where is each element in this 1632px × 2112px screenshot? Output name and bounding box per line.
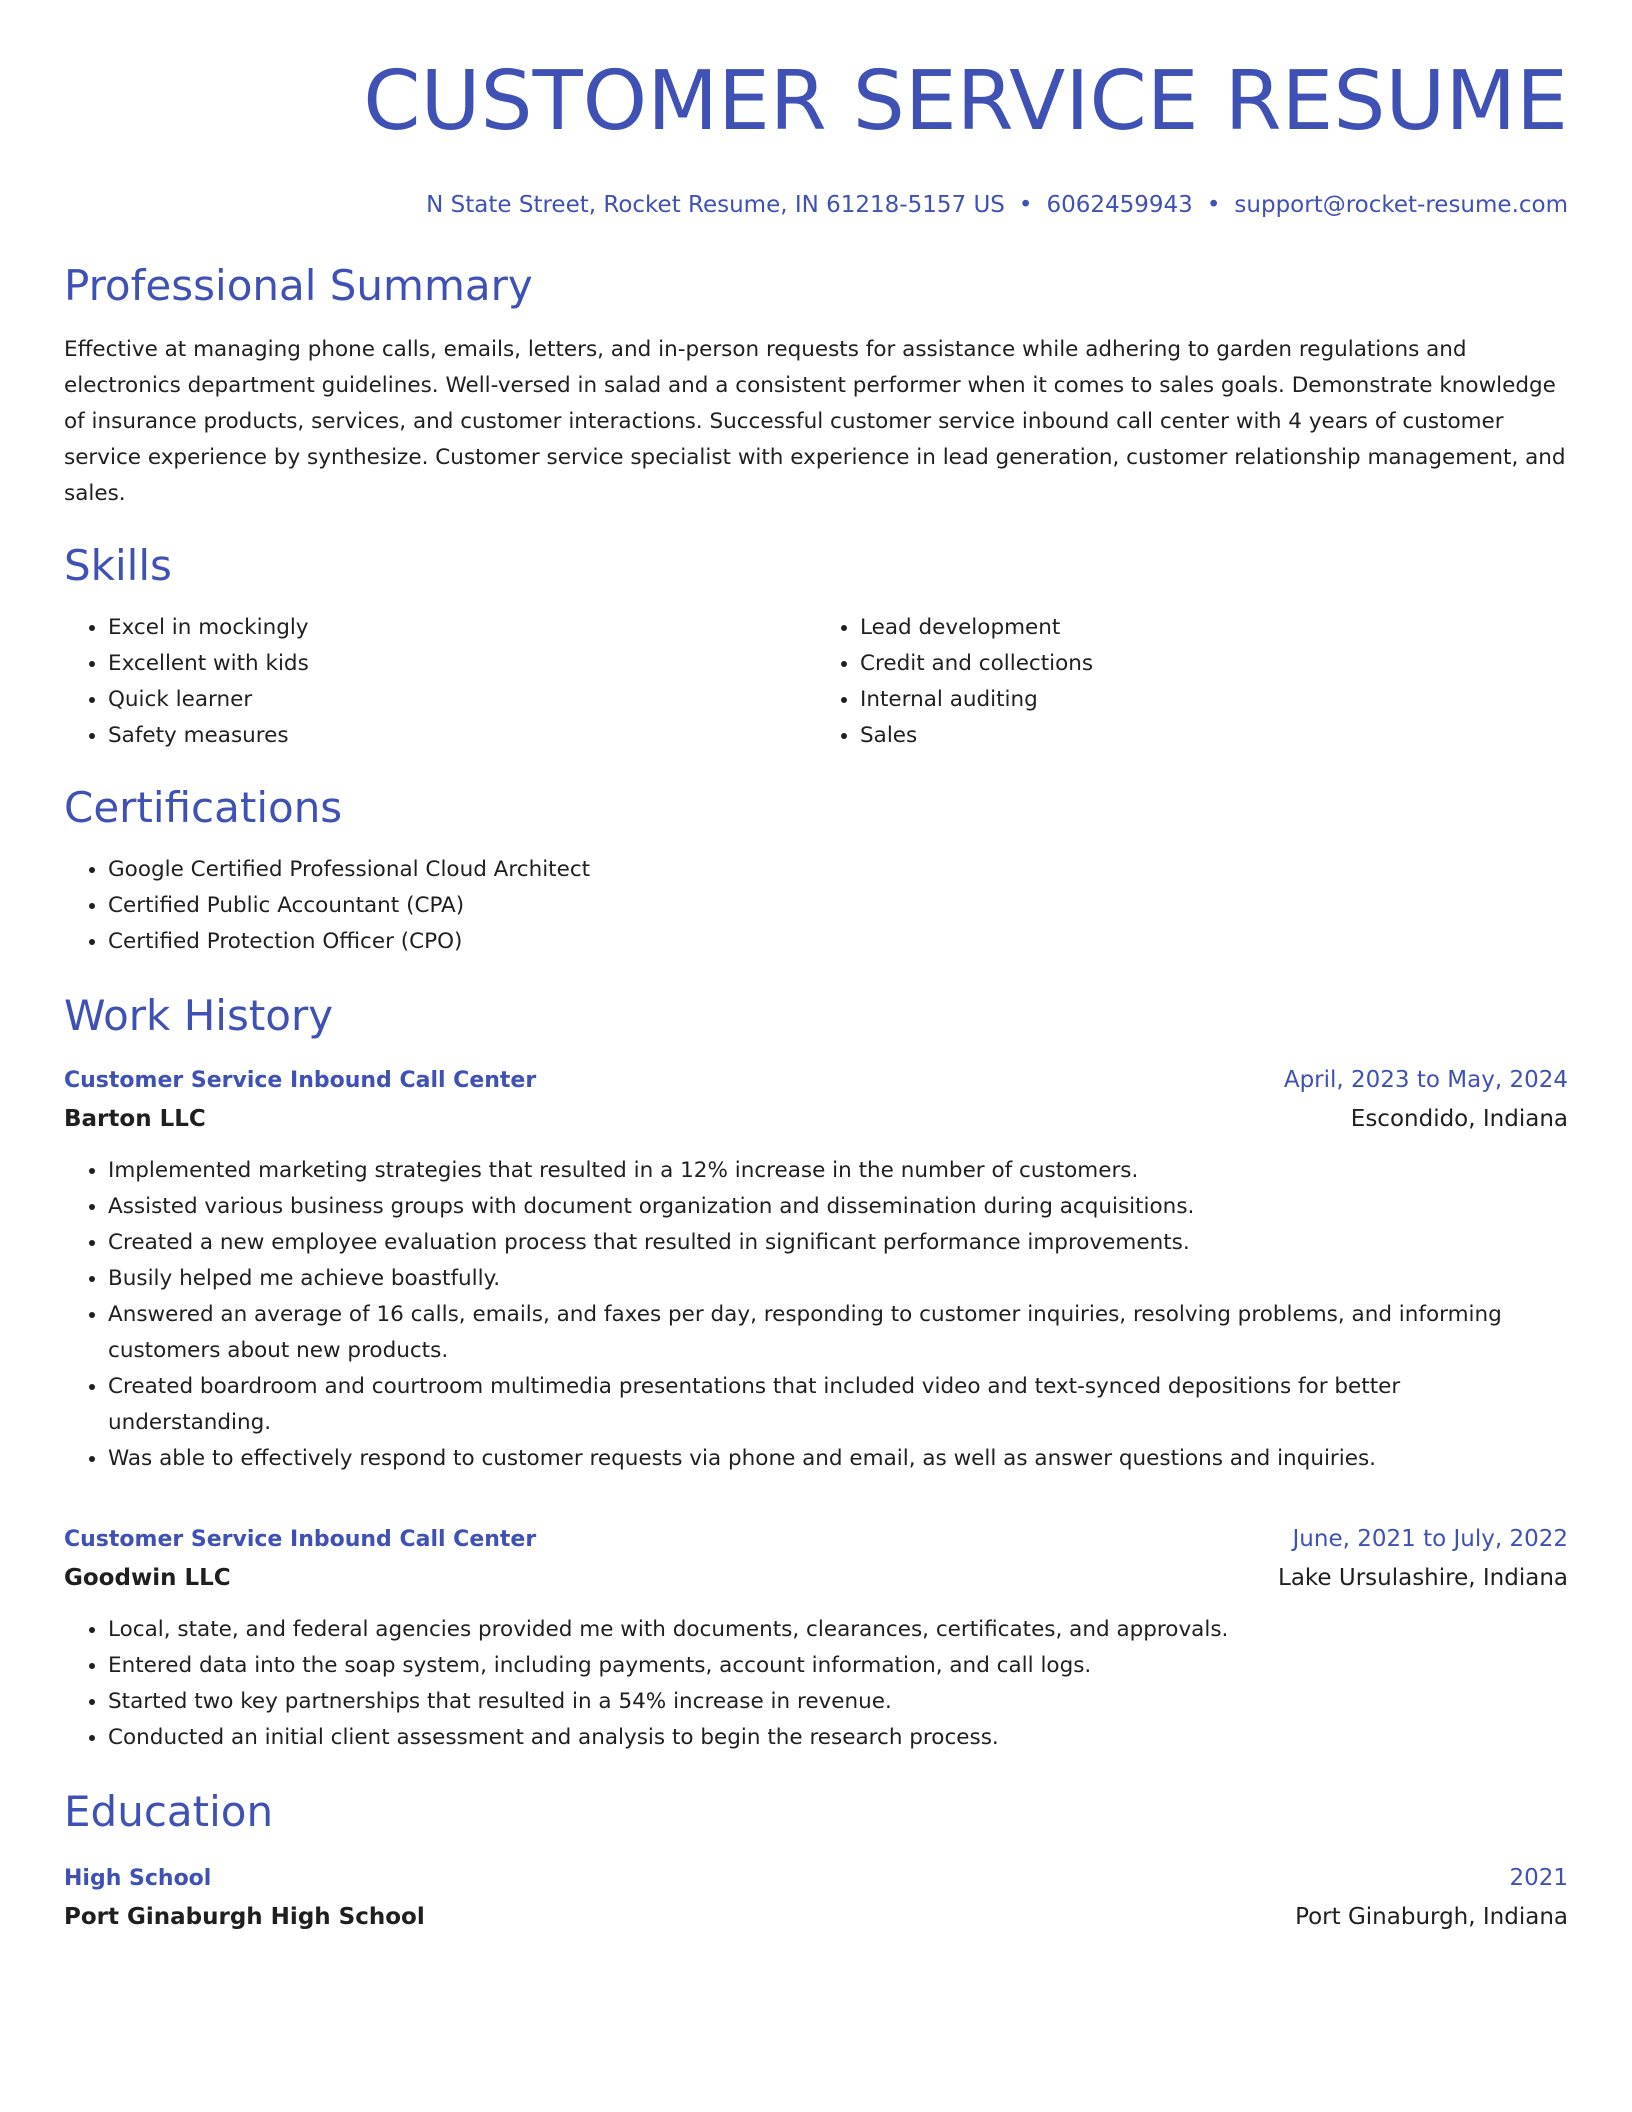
contact-separator: •	[1206, 192, 1221, 218]
job-bullets	[64, 1612, 1568, 1756]
education-title: Education	[64, 1787, 274, 1836]
certifications-list	[64, 852, 1568, 960]
job-header-row	[64, 1521, 1568, 1558]
contact-separator: •	[1018, 192, 1033, 218]
certification-item: • Certified Protection Officer (CPO)	[108, 924, 1568, 960]
job-bullet: • Busily helped me achieve boastfully.	[108, 1261, 1568, 1297]
job-bullet: • Implemented marketing strategies that resulted in a 12% increase in the number of customers.	[108, 1153, 1568, 1189]
job-bullet: • Conducted an initial client assessment and analysis to begin the research process.	[108, 1720, 1568, 1756]
summary-title: Professional Summary	[64, 261, 533, 310]
skills-list-right	[816, 610, 1568, 754]
job-title: Customer Service Inbound Call Center	[64, 1068, 537, 1093]
skills-column-left	[64, 610, 816, 754]
job-dates: June, 2021 to July, 2022	[1292, 1526, 1568, 1552]
skill-item: • Sales	[860, 718, 1568, 754]
skills-column-right	[816, 610, 1568, 754]
skill-item: • Excellent with kids	[108, 646, 816, 682]
education-header-row	[64, 1860, 1568, 1897]
education-school: Port Ginaburgh High School	[64, 1904, 425, 1930]
contact-address: N State Street, Rocket Resume, IN 61218-5157 US	[426, 192, 1005, 218]
certifications-section	[64, 782, 1568, 960]
skills-columns	[64, 610, 1568, 754]
job-bullet: • Answered an average of 16 calls, emails, and faxes per day, responding to customer inquiries, resolving problems, and informing customers about new products.	[108, 1297, 1568, 1369]
job-entry	[64, 1521, 1568, 1756]
skills-title: Skills	[64, 541, 172, 590]
job-header-row	[64, 1062, 1568, 1099]
education-section	[64, 1786, 1568, 1937]
job-location: Lake Ursulashire, Indiana	[1278, 1565, 1568, 1591]
job-location: Escondido, Indiana	[1350, 1106, 1568, 1132]
job-title: Customer Service Inbound Call Center	[64, 1527, 537, 1552]
skill-item: • Lead development	[860, 610, 1568, 646]
education-school-row	[64, 1897, 1568, 1937]
job-bullet: • Created boardroom and courtroom multimedia presentations that included video and text-synced depositions for better understanding.	[108, 1369, 1568, 1441]
skills-list-left	[64, 610, 816, 754]
job-company-row	[64, 1558, 1568, 1598]
job-bullet: • Started two key partnerships that resulted in a 54% increase in revenue.	[108, 1684, 1568, 1720]
job-bullet: • Assisted various business groups with document organization and dissemination during acquisitions.	[108, 1189, 1568, 1225]
skill-item: • Credit and collections	[860, 646, 1568, 682]
education-location: Port Ginaburgh, Indiana	[1295, 1904, 1568, 1930]
education-year: 2021	[1509, 1865, 1568, 1891]
job-company-row	[64, 1099, 1568, 1139]
contact-line	[64, 190, 1568, 220]
resume-name: CUSTOMER SERVICE RESUME	[363, 54, 1568, 149]
skills-section	[64, 540, 1568, 754]
job-entry	[64, 1062, 1568, 1477]
skill-item: • Excel in mockingly	[108, 610, 816, 646]
education-degree: High School	[64, 1866, 212, 1891]
skill-item: • Safety measures	[108, 718, 816, 754]
job-bullet: • Local, state, and federal agencies provided me with documents, clearances, certificates, and approvals.	[108, 1612, 1568, 1648]
skill-item: • Internal auditing	[860, 682, 1568, 718]
job-bullets	[64, 1153, 1568, 1477]
certification-item: • Certified Public Accountant (CPA)	[108, 888, 1568, 924]
job-company: Goodwin LLC	[64, 1565, 231, 1591]
job-dates: April, 2023 to May, 2024	[1283, 1067, 1568, 1093]
job-bullet: • Was able to effectively respond to customer requests via phone and email, as well as answer questions and inquiries.	[108, 1441, 1568, 1477]
contact-phone: 6062459943	[1046, 192, 1193, 218]
skill-item: • Quick learner	[108, 682, 816, 718]
job-company: Barton LLC	[64, 1106, 206, 1132]
summary-section	[64, 260, 1568, 512]
certifications-title: Certifications	[64, 783, 343, 832]
work-history-title: Work History	[64, 991, 334, 1040]
resume-header	[64, 0, 1568, 220]
contact-email: support@rocket-resume.com	[1234, 192, 1568, 218]
work-history-section	[64, 990, 1568, 1756]
certification-item: • Google Certified Professional Cloud Architect	[108, 852, 1568, 888]
job-bullet: • Entered data into the soap system, including payments, account information, and call logs.	[108, 1648, 1568, 1684]
summary-text: Effective at managing phone calls, emails, letters, and in-person requests for assistance while adhering to garden regulations and electronics department guidelines. Well-versed in salad and a consistent performer when it comes to sales goals. Demonstrate knowledge of insurance products, services, and customer interactions. Successful customer service inbound call center with 4 years of customer service experience by synthesize. Customer service specialist with experience in lead generation, customer relationship management, and sales.	[64, 337, 1566, 506]
job-bullet: • Created a new employee evaluation process that resulted in significant performance improvements.	[108, 1225, 1568, 1261]
education-entry	[64, 1860, 1568, 1937]
